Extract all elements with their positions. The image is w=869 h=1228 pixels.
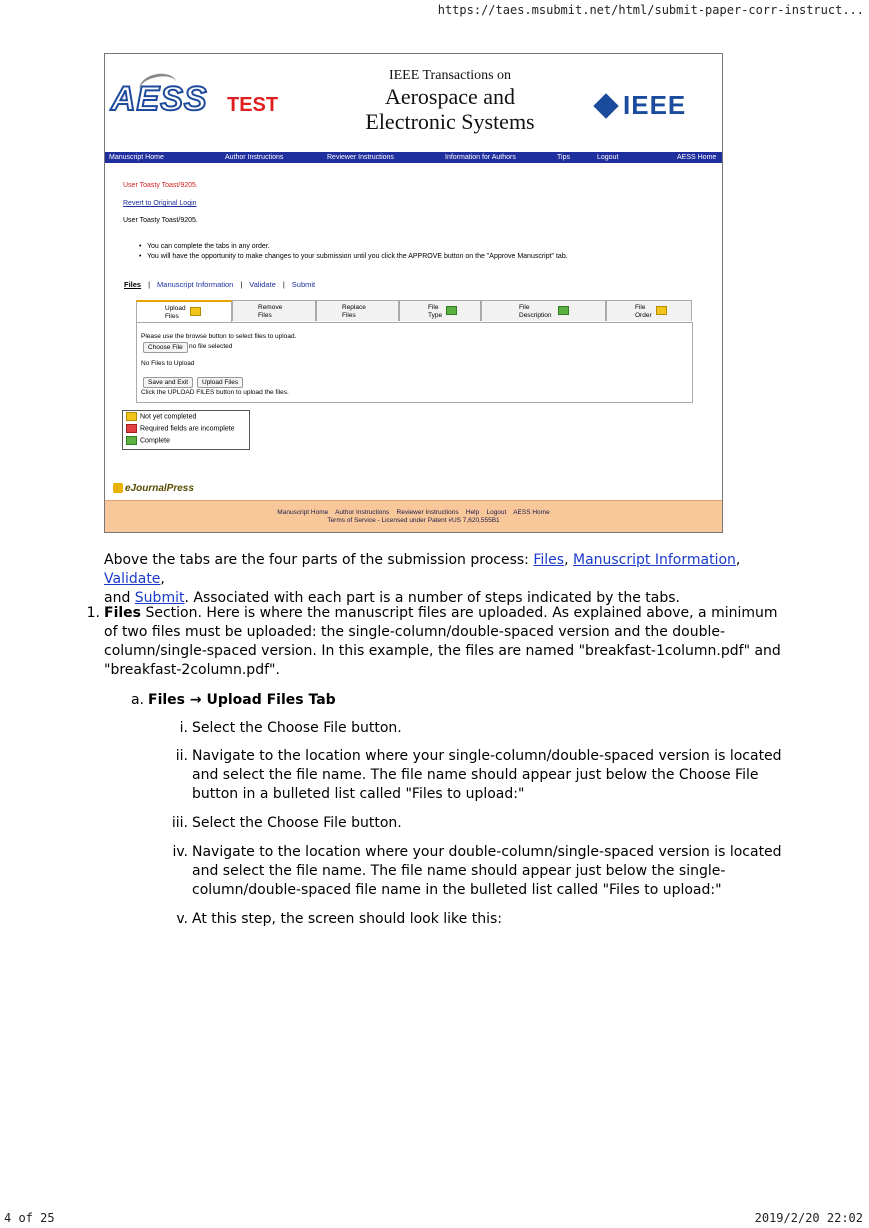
tab-file-type-line1: File bbox=[428, 304, 439, 311]
tab-replace-files[interactable] bbox=[316, 300, 399, 321]
tab-upload-files-line1: Upload bbox=[165, 305, 186, 312]
link-files[interactable]: Files bbox=[533, 552, 565, 568]
not-completed-icon bbox=[126, 412, 137, 421]
link-submit[interactable]: Submit bbox=[134, 590, 185, 606]
section-tab-submit[interactable]: Submit bbox=[291, 280, 316, 289]
files-section-text: Section. Here is where the manuscript files are uploaded. As explained above, a minimum of two files must be uploaded: the single-column/double-spaced version and the double-column/single-spaced version. In this example, the files are named "breakfast-1column.pdf" and "breakfast-2column.pdf". bbox=[104, 605, 781, 678]
upload-instruction: Click the UPLOAD FILES button to upload the files. bbox=[141, 389, 289, 396]
no-file-selected-text: no file selected bbox=[189, 343, 233, 350]
legend-not-completed bbox=[126, 412, 196, 422]
section-tabs bbox=[124, 280, 315, 290]
legend-not-completed-label: Not yet completed bbox=[140, 413, 197, 421]
top-nav-bar bbox=[105, 152, 722, 163]
journal-title-small: IEEE Transactions on bbox=[388, 68, 512, 83]
tab-upload-files[interactable] bbox=[136, 300, 232, 323]
nav-information-for-authors[interactable]: Information for Authors bbox=[445, 154, 516, 161]
tab-replace-files-line2: Files bbox=[342, 312, 356, 319]
section-separator: | bbox=[148, 280, 151, 289]
section-separator: | bbox=[240, 280, 243, 289]
tab-replace-files-line1: Replace bbox=[342, 304, 366, 311]
nav-author-instructions[interactable]: Author Instructions bbox=[225, 154, 284, 161]
intro-paragraph bbox=[104, 551, 794, 608]
test-label: TEST bbox=[227, 94, 279, 116]
page-number: 4 of 25 bbox=[4, 1211, 55, 1225]
tab-file-order-line1: File bbox=[635, 304, 646, 311]
step-iii-text: Select the Choose File button. bbox=[192, 815, 402, 831]
link-validate[interactable]: Validate bbox=[104, 571, 161, 587]
save-and-exit-button[interactable]: Save and Exit bbox=[143, 377, 193, 388]
tab-remove-files-line2: Files bbox=[258, 312, 272, 319]
step-marker-v: v. bbox=[176, 911, 188, 927]
tab-file-description-line1: File bbox=[519, 304, 530, 311]
files-heading: Files bbox=[104, 605, 141, 621]
list-marker-a: a. bbox=[130, 692, 144, 708]
section-tab-manuscript-information[interactable]: Manuscript Information bbox=[157, 280, 234, 289]
ieee-logo-text: IEEE bbox=[623, 90, 687, 120]
tab-file-order[interactable] bbox=[606, 300, 692, 321]
upload-files-tab-heading: Files → Upload Files Tab bbox=[148, 692, 336, 708]
tab-upload-files-line2: Files bbox=[165, 313, 179, 320]
info-bullet-2: • You will have the opportunity to make changes to your submission until you click the APPROVE button on the "Approve Manuscript" tab. bbox=[147, 252, 568, 261]
ieee-diamond-icon bbox=[593, 93, 618, 118]
intro-text: Above the tabs are the four parts of the submission process: bbox=[104, 552, 534, 568]
step-marker-i: i. bbox=[179, 720, 188, 736]
intro-sep: , bbox=[160, 571, 165, 587]
step-i-text: Select the Choose File button. bbox=[192, 720, 402, 736]
tab-file-type[interactable] bbox=[399, 300, 481, 321]
user-line: User Toasty Toast/9205. bbox=[123, 217, 198, 224]
info-bullet-1: • You can complete the tabs in any order. bbox=[147, 242, 270, 251]
step-v-text: At this step, the screen should look like this: bbox=[192, 911, 502, 927]
step-marker-iii: iii. bbox=[171, 815, 188, 831]
list-marker-1: 1. bbox=[86, 605, 100, 621]
not-completed-icon bbox=[656, 306, 667, 315]
ejournalpress-logo-text: eJournalPress bbox=[125, 483, 194, 494]
ieee-logo bbox=[597, 90, 686, 121]
section-separator: | bbox=[282, 280, 285, 289]
section-tab-validate[interactable]: Validate bbox=[249, 280, 276, 289]
step-iv-text: Navigate to the location where your double-column/single-spaced version is located and select the file name. The file name should appear just below the single-column/double-spaced file name in the bulleted list called "Files to upload:" bbox=[192, 844, 782, 898]
legend-complete bbox=[126, 436, 170, 446]
nav-aess-home[interactable]: AESS Home bbox=[677, 154, 717, 161]
not-completed-icon bbox=[190, 307, 201, 316]
intro-sep: , bbox=[735, 552, 741, 568]
upload-files-panel bbox=[136, 322, 693, 403]
aess-logo: AESS bbox=[111, 80, 208, 118]
journal-title bbox=[319, 68, 581, 134]
nav-logout[interactable]: Logout bbox=[597, 154, 619, 161]
submission-screenshot bbox=[104, 53, 723, 533]
tab-remove-files[interactable] bbox=[232, 300, 316, 321]
book-icon bbox=[113, 483, 123, 493]
intro-post-text: . Associated with each part is a number of steps indicated by the tabs. bbox=[184, 590, 680, 606]
status-legend bbox=[122, 410, 250, 450]
legend-incomplete bbox=[126, 424, 235, 434]
incomplete-icon bbox=[126, 424, 137, 433]
revert-login-link[interactable]: Revert to Original Login bbox=[123, 200, 197, 207]
upload-files-button[interactable]: Upload Files bbox=[197, 377, 243, 388]
nav-tips[interactable]: Tips bbox=[557, 154, 570, 161]
step-marker-iv: iv. bbox=[172, 844, 188, 860]
intro-and: and bbox=[104, 590, 135, 606]
complete-icon bbox=[558, 306, 569, 315]
footer-terms[interactable]: Terms of Service - Licensed under Patent #US 7,620,555B1 bbox=[327, 517, 500, 524]
legend-incomplete-label: Required fields are incomplete bbox=[140, 425, 235, 433]
ejournalpress-logo bbox=[113, 483, 194, 494]
legend-complete-label: Complete bbox=[140, 437, 170, 445]
tab-file-type-line2: Type bbox=[428, 312, 443, 319]
intro-sep: , bbox=[564, 552, 573, 568]
page-footer-bar bbox=[105, 500, 722, 533]
tab-remove-files-line1: Remove bbox=[258, 304, 283, 311]
step-ii-text: Navigate to the location where your single-column/double-spaced version is located and select the file name. The file name should appear just below the Choose File button in a bulleted list called "Files to upload:" bbox=[192, 748, 782, 802]
complete-icon bbox=[126, 436, 137, 445]
files-section-paragraph bbox=[104, 604, 794, 680]
link-manuscript-information[interactable]: Manuscript Information bbox=[572, 552, 736, 568]
tab-file-description[interactable] bbox=[481, 300, 606, 321]
section-tab-files[interactable]: Files bbox=[124, 280, 142, 289]
print-header-url: https://taes.msubmit.net/html/submit-paper-corr-instruct... bbox=[437, 3, 864, 17]
journal-title-line2: Electronic Systems bbox=[365, 109, 535, 134]
user-line-red: User Toasty Toast/9205. bbox=[123, 182, 198, 189]
nav-manuscript-home[interactable]: Manuscript Home bbox=[109, 154, 164, 161]
complete-icon bbox=[446, 306, 457, 315]
print-datetime: 2019/2/20 22:02 bbox=[754, 1211, 863, 1225]
no-files-to-upload-text: No Files to Upload bbox=[141, 360, 195, 367]
journal-title-line1: Aerospace and bbox=[384, 84, 516, 109]
tab-file-order-line2: Order bbox=[635, 312, 652, 319]
nav-reviewer-instructions[interactable]: Reviewer Instructions bbox=[327, 154, 394, 161]
journal-banner bbox=[105, 54, 722, 152]
step-marker-ii: ii. bbox=[175, 748, 188, 764]
choose-file-button[interactable]: Choose File bbox=[143, 342, 188, 353]
browse-instruction: Please use the browse button to select files to upload. bbox=[141, 333, 297, 340]
footer-links[interactable]: Manuscript Home Author Instructions Reviewer Instructions Help Logout AESS Home bbox=[277, 509, 550, 516]
tab-file-description-line2: Description bbox=[519, 312, 552, 319]
